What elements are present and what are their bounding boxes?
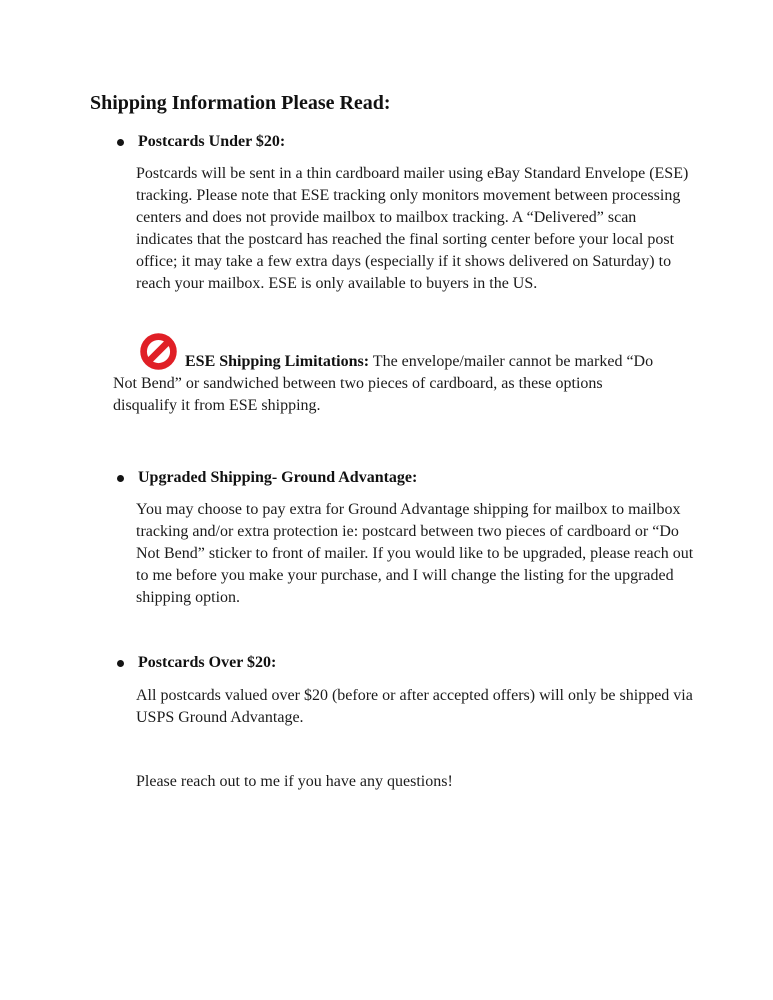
limitations-text: The envelope/mailer cannot be marked “Do Not Bend” or sandwiched between two pieces of cardboard, as these options disqualify it from ESE shipping. <box>113 353 654 414</box>
bullet-heading-postcards-over-20: Postcards Over $20: <box>138 654 277 671</box>
closing-note: Please reach out to me if you have any questions! <box>136 773 453 790</box>
bullet-icon <box>117 139 124 146</box>
paragraph-upgraded-shipping: You may choose to pay extra for Ground Advantage shipping for mailbox to mailbox tracking and/or extra protection ie: postcard between two pieces of cardboard or “Do Not Bend” sticker to front of mailer. If you would like to be upgraded, please reach out to me before you make your purchase, and I will change the listing for the upgraded shipping option. <box>136 501 694 606</box>
list-item-postcards-under-20 <box>117 131 703 153</box>
bullet-icon <box>117 660 124 667</box>
no-entry-icon <box>140 333 177 370</box>
list-item-upgraded-shipping <box>117 467 703 489</box>
list-item-postcards-over-20 <box>117 652 703 674</box>
page-title: Shipping Information Please Read: <box>90 92 391 114</box>
bullet-heading-postcards-under-20: Postcards Under $20: <box>138 133 286 150</box>
bullet-heading-upgraded-shipping: Upgraded Shipping- Ground Advantage: <box>138 469 418 486</box>
ese-limitations-note <box>113 333 658 417</box>
limitations-label: ESE Shipping Limitations: <box>185 353 370 370</box>
paragraph-postcards-under-20: Postcards will be sent in a thin cardboard mailer using eBay Standard Envelope (ESE) tracking. Please note that ESE tracking only monitors movement between processing centers and does not provide mailbox to mailbox tracking. A “Delivered” scan indicates that the postcard has reached the final sorting center before your local post office; it may take a few extra days (especially if it shows delivered on Saturday) to reach your mailbox. ESE is only available to buyers in the US. <box>136 165 689 292</box>
bullet-icon <box>117 475 124 482</box>
paragraph-postcards-over-20: All postcards valued over $20 (before or after accepted offers) will only be shipped via USPS Ground Advantage. <box>136 687 693 726</box>
